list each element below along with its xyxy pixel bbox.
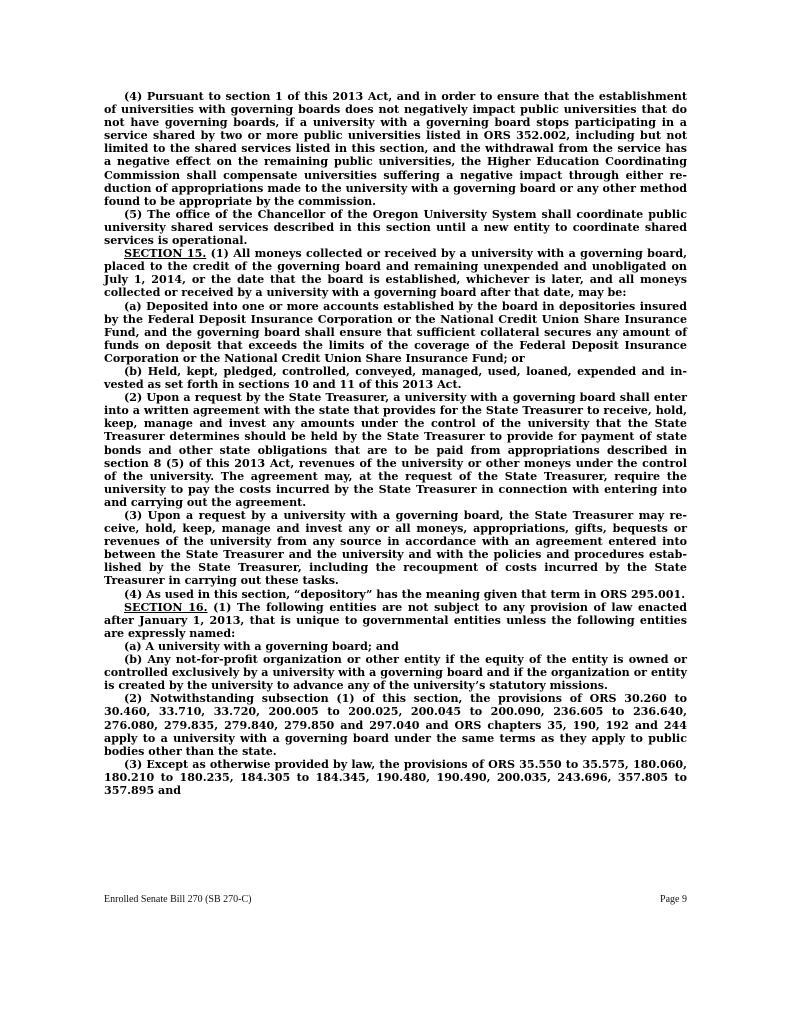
paragraph-15-2 bbox=[104, 391, 687, 509]
paragraph-16-3 bbox=[104, 758, 687, 797]
paragraph-text: (4) Pursuant to section 1 of this 2013 Act, and in order to ensure that the establishment of universities with governing boards does not negatively impact public universities that do not have governing boards, if a university with a governing board stops participating in a service shared by two or more public universities listed in ORS 352.002, including but not limited to the shared services listed in this section, and the withdrawal from the service has a negative effect on the remaining public universities, the Higher Education Coordinating Commission shall compensate universities suffering a negative impact through either reduction of appropriations made to the university with a governing board or any other method found to be appropriate by the commission. bbox=[104, 90, 687, 208]
paragraph-text: (a) A university with a governing board; and bbox=[124, 639, 399, 653]
paragraph-16-a bbox=[104, 640, 687, 653]
paragraph-15-3 bbox=[104, 509, 687, 588]
paragraph-text: (4) As used in this section, “depository” has the meaning given that term in ORS 295.001. bbox=[124, 587, 686, 601]
paragraph-section-16 bbox=[104, 601, 687, 640]
section-15-heading: SECTION 15. bbox=[124, 247, 207, 261]
paragraph-15-b bbox=[104, 365, 687, 391]
document-body bbox=[104, 90, 687, 797]
section-16-heading: SECTION 16. bbox=[124, 600, 208, 614]
paragraph-text: (1) All moneys collected or received by a university with a governing board, placed to the credit of the governing board and remaining unexpended and unobligated on July 1, 2014, or the date that the board is established, whichever is later, and all moneys collected or received by a university with a governing board after that date, may be: bbox=[104, 247, 687, 300]
paragraph-text: (b) Held, kept, pledged, controlled, conveyed, managed, used, loaned, expended and invested as set forth in sections 10 and 11 of this 2013 Act. bbox=[104, 364, 687, 392]
paragraph-text: (a) Deposited into one or more accounts established by the board in depositories insured by the Federal Deposit Insurance Corporation or the National Credit Union Share Insurance Fund, and the governing board shall ensure that sufficient collateral secures any amount of funds on deposit that exceeds the limits of the coverage of the Federal Deposit Insurance Corporation or the National Credit Union Share Insurance Fund; or bbox=[104, 299, 687, 365]
paragraph-text: (2) Notwithstanding subsection (1) of this section, the provisions of ORS 30.260 to 30.460, 33.710, 33.720, 200.005 to 200.025, 200.045 to 200.090, 236.605 to 236.640, 276.080, 279.835, 279.840, 279.850 and 297.040 and ORS chapters 35, 190, 192 and 244 apply to a university with a governing board under the same terms as they apply to public bodies other than the state. bbox=[104, 692, 687, 758]
paragraph-text: (5) The office of the Chancellor of the Oregon University System shall coordinate public university shared services described in this section until a new entity to coordinate shared services is operational. bbox=[104, 207, 687, 248]
paragraph-text: (b) Any not-for-profit organization or other entity if the equity of the entity is owned or controlled exclusively by a university with a governing board and if the organization or entity is created by the university to advance any of the university’s statutory missions. bbox=[104, 653, 687, 693]
paragraph-15-a bbox=[104, 300, 687, 365]
paragraph-text: (1) The following entities are not subject to any provision of law enacted after January 1, 2013, that is unique to governmental entities unless the following entities are expressly named: bbox=[104, 600, 687, 640]
paragraph-section-15 bbox=[104, 247, 687, 299]
paragraph-5-chancellor bbox=[104, 208, 687, 247]
footer-page-number: Page 9 bbox=[660, 894, 687, 905]
paragraph-text: (3) Except as otherwise provided by law, the provisions of ORS 35.550 to 35.575, 180.060, 180.210 to 180.235, 184.305 to 184.345, 190.480, 190.490, 200.035, 243.696, 357.805 to 357.895 and bbox=[104, 757, 687, 797]
paragraph-15-4 bbox=[104, 588, 687, 601]
paragraph-16-2 bbox=[104, 692, 687, 757]
paragraph-text: (3) Upon a request by a university with a governing board, the State Treasurer may receive, hold, keep, manage and invest any or all moneys, appropriations, gifts, bequests or revenues of the university from any source in accordance with an agreement entered into between the State Treasurer and the university and with the policies and procedures established by the State Treasurer, including the recoupment of costs incurred by the State Treasurer in carrying out these tasks. bbox=[104, 509, 687, 588]
paragraph-4-shared-services bbox=[104, 90, 687, 208]
footer-bill-title: Enrolled Senate Bill 270 (SB 270-C) bbox=[104, 894, 252, 905]
paragraph-16-b bbox=[104, 653, 687, 692]
paragraph-text: (2) Upon a request by the State Treasurer, a university with a governing board shall enter into a written agreement with the state that provides for the State Treasurer to receive, hold, keep, manage and invest any amounts under the control of the university that the State Treasurer determines should be held by the State Treasurer to provide for payment of state bonds and other state obligations that are to be paid from appropriations described in section 8 (5) of this 2013 Act, revenues of the university or other moneys under the control of the university. The agreement may, at the request of the State Treasurer, require the university to pay the costs incurred by the State Treasurer in connection with entering into and carrying out the agreement. bbox=[104, 391, 687, 509]
